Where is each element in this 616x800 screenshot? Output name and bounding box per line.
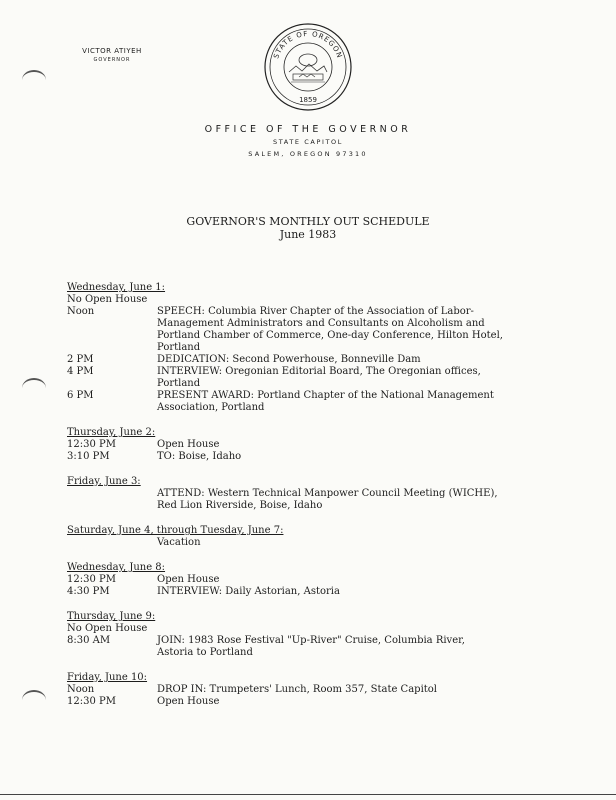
schedule-entry [67, 318, 547, 330]
entry-description: Vacation [157, 537, 201, 548]
schedule-entry [67, 684, 547, 696]
schedule-entry [67, 402, 547, 414]
schedule-entry [67, 635, 547, 647]
entry-description: Management Administrators and Consultants on Alcoholism and [157, 318, 485, 329]
entry-time: No Open House [67, 294, 148, 305]
schedule-entry [67, 378, 547, 390]
entry-description: INTERVIEW: Oregonian Editorial Board, The Oregonian offices, [157, 366, 481, 377]
schedule-entry [67, 354, 547, 366]
entry-time: No Open House [67, 623, 148, 634]
schedule-entry [67, 574, 547, 586]
day-heading: Wednesday, June 1: [67, 282, 166, 293]
schedule-list [67, 282, 547, 721]
schedule-entry [67, 330, 547, 342]
entry-description [157, 294, 547, 306]
punch-hole [22, 70, 46, 90]
seal-year: 1859 [299, 96, 317, 104]
punch-hole [22, 378, 46, 398]
entry-description: INTERVIEW: Daily Astorian, Astoria [157, 586, 340, 597]
schedule-entry [67, 623, 547, 635]
punch-hole [22, 690, 46, 710]
schedule-day [67, 672, 547, 708]
entry-time: 12:30 PM [67, 574, 116, 585]
svg-text:STATE OF OREGON [272, 30, 343, 60]
entry-time: Noon [67, 684, 95, 695]
oregon-seal-icon [263, 22, 353, 112]
governor-name: VICTOR ATIYEH [82, 47, 142, 55]
schedule-day [67, 611, 547, 659]
entry-time: Noon [67, 306, 95, 317]
governor-title: GOVERNOR [93, 57, 131, 63]
entry-time [67, 318, 157, 330]
schedule-entry [67, 696, 547, 708]
schedule-entry [67, 488, 547, 500]
schedule-entry [67, 294, 547, 306]
entry-description: TO: Boise, Idaho [157, 451, 242, 462]
entry-time [67, 402, 157, 414]
day-heading: Thursday, June 2: [67, 427, 156, 438]
entry-description: Red Lion Riverside, Boise, Idaho [157, 500, 323, 511]
entry-time [67, 488, 157, 500]
document-subtitle: June 1983 [279, 228, 337, 241]
schedule-entry [67, 366, 547, 378]
entry-time: 12:30 PM [67, 696, 116, 707]
entry-description: SPEECH: Columbia River Chapter of the Association of Labor- [157, 306, 474, 317]
schedule-entry [67, 537, 547, 549]
schedule-entry [67, 439, 547, 451]
entry-description: ATTEND: Western Technical Manpower Council Meeting (WICHE), [157, 488, 498, 499]
entry-time [67, 342, 157, 354]
schedule-entry [67, 342, 547, 354]
office-building: STATE CAPITOL [272, 138, 343, 146]
day-heading: Thursday, June 9: [67, 611, 156, 622]
day-heading: Wednesday, June 8: [67, 562, 166, 573]
schedule-day [67, 562, 547, 598]
schedule-day [67, 476, 547, 512]
office-city: SALEM, OREGON 97310 [248, 150, 368, 158]
day-heading: Friday, June 3: [67, 476, 141, 487]
entry-time: 8:30 AM [67, 635, 111, 646]
entry-time [67, 537, 157, 549]
day-heading: Friday, June 10: [67, 672, 148, 683]
entry-time: 12:30 PM [67, 439, 116, 450]
document-title: GOVERNOR'S MONTHLY OUT SCHEDULE [186, 215, 430, 228]
entry-time [67, 330, 157, 342]
document-title-block [0, 215, 616, 241]
entry-description: Portland [157, 378, 201, 389]
entry-description: Open House [157, 439, 220, 450]
entry-description: Association, Portland [157, 402, 265, 413]
entry-description: PRESENT AWARD: Portland Chapter of the National Management [157, 390, 494, 401]
schedule-entry [67, 306, 547, 318]
entry-description [157, 623, 547, 635]
office-letterhead [0, 124, 616, 158]
schedule-day [67, 282, 547, 414]
schedule-entry [67, 451, 547, 463]
entry-description: DEDICATION: Second Powerhouse, Bonneville Dam [157, 354, 421, 365]
entry-time [67, 378, 157, 390]
entry-time [67, 500, 157, 512]
office-name: OFFICE OF THE GOVERNOR [204, 124, 412, 135]
schedule-entry [67, 390, 547, 402]
entry-description: Open House [157, 696, 220, 707]
entry-description: DROP IN: Trumpeters' Lunch, Room 357, State Capitol [157, 684, 438, 695]
entry-time: 2 PM [67, 354, 94, 365]
schedule-entry [67, 500, 547, 512]
page-bottom-edge [0, 794, 616, 795]
schedule-entry [67, 586, 547, 598]
entry-description: Open House [157, 574, 220, 585]
entry-time: 3:10 PM [67, 451, 110, 462]
schedule-entry [67, 647, 547, 659]
schedule-day [67, 427, 547, 463]
seal-top-text: STATE OF OREGON [272, 29, 344, 60]
entry-description: Portland Chamber of Commerce, One-day Conference, Hilton Hotel, [157, 330, 503, 341]
day-heading: Saturday, June 4, through Tuesday, June 7: [67, 525, 284, 536]
entry-time: 6 PM [67, 390, 94, 401]
entry-description: JOIN: 1983 Rose Festival "Up-River" Cruise, Columbia River, [157, 635, 465, 646]
entry-time: 4:30 PM [67, 586, 110, 597]
entry-time [67, 647, 157, 659]
entry-description: Portland [157, 342, 201, 353]
entry-time: 4 PM [67, 366, 94, 377]
entry-description: Astoria to Portland [157, 647, 253, 658]
schedule-day [67, 525, 547, 549]
